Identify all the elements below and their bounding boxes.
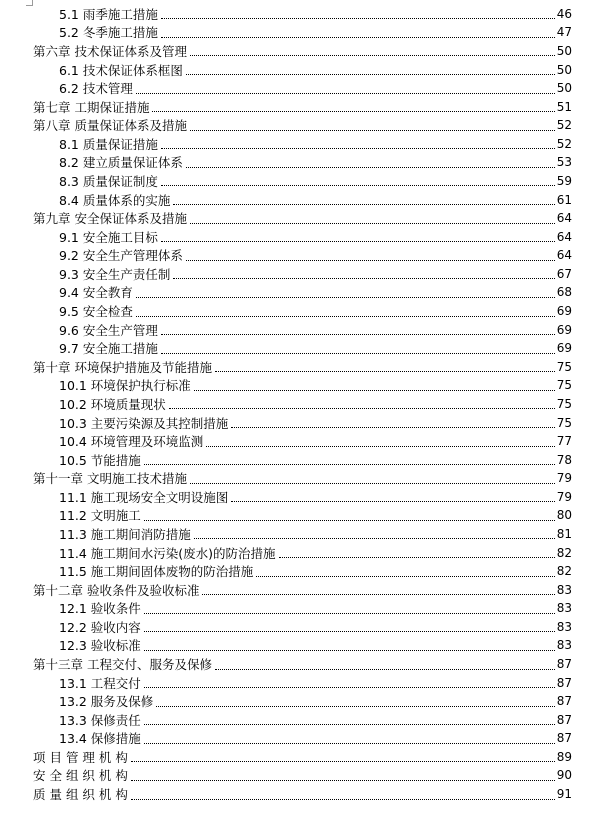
toc-section-entry[interactable]	[0, 674, 598, 693]
toc-chapter-entry[interactable]	[0, 655, 598, 674]
toc-dot-leader	[202, 593, 554, 595]
toc-section-entry[interactable]	[0, 61, 598, 80]
toc-entry-page-number: 47	[556, 25, 572, 40]
toc-section-entry[interactable]	[0, 228, 598, 247]
toc-section-entry[interactable]	[0, 692, 598, 711]
toc-entry-page-number: 67	[556, 266, 572, 281]
toc-entry-title: 9.6 安全生产管理	[59, 322, 158, 338]
toc-section-entry[interactable]	[0, 711, 598, 730]
toc-chapter-entry[interactable]	[0, 469, 598, 488]
toc-dot-leader	[144, 612, 555, 614]
toc-dot-leader	[215, 668, 555, 670]
toc-entry-page-number: 78	[556, 452, 572, 467]
toc-chapter-entry[interactable]	[0, 785, 598, 804]
toc-dot-leader	[161, 184, 555, 186]
toc-dot-leader	[144, 723, 555, 725]
toc-dot-leader	[194, 537, 555, 539]
toc-dot-leader	[131, 798, 555, 800]
toc-dot-leader	[161, 17, 555, 19]
toc-entry-page-number: 64	[556, 211, 572, 226]
toc-entry-title: 11.5 施工期间固体废物的防治措施	[59, 564, 254, 580]
toc-entry-title: 9.3 安全生产责任制	[59, 266, 171, 282]
toc-entry-page-number: 50	[556, 62, 572, 77]
toc-dot-leader	[190, 222, 555, 224]
toc-section-entry[interactable]	[0, 265, 598, 284]
toc-entry-title: 9.5 安全检查	[59, 304, 133, 320]
toc-entry-page-number: 89	[556, 749, 572, 764]
toc-entry-title: 第十一章 文明施工技术措施	[33, 471, 187, 487]
toc-section-entry[interactable]	[0, 321, 598, 340]
toc-dot-leader	[206, 445, 554, 447]
toc-entry-title: 11.4 施工期间水污染(废水)的防治措施	[59, 545, 276, 561]
toc-section-entry[interactable]	[0, 377, 598, 396]
toc-entry-title: 13.1 工程交付	[59, 675, 141, 691]
toc-entry-title: 10.4 环境管理及环境监测	[59, 434, 204, 450]
toc-entry-title: 第十二章 验收条件及验收标准	[33, 582, 200, 598]
table-of-contents	[0, 5, 598, 804]
toc-entry-page-number: 79	[556, 489, 572, 504]
toc-section-entry[interactable]	[0, 24, 598, 43]
toc-chapter-entry[interactable]	[0, 42, 598, 61]
toc-section-entry[interactable]	[0, 618, 598, 637]
toc-entry-page-number: 50	[556, 43, 572, 58]
toc-entry-title: 10.5 节能措施	[59, 452, 141, 468]
toc-section-entry[interactable]	[0, 488, 598, 507]
toc-dot-leader	[190, 482, 555, 484]
toc-dot-leader	[144, 686, 555, 688]
toc-dot-leader	[279, 556, 555, 558]
toc-entry-page-number: 75	[556, 378, 572, 393]
toc-entry-page-number: 53	[556, 155, 572, 170]
toc-entry-page-number: 87	[556, 675, 572, 690]
toc-entry-title: 安 全 组 织 机 构	[33, 768, 128, 784]
toc-chapter-entry[interactable]	[0, 581, 598, 600]
toc-dot-leader	[136, 315, 555, 317]
toc-dot-leader	[186, 73, 555, 75]
toc-entry-page-number: 69	[556, 341, 572, 356]
toc-entry-page-number: 61	[556, 192, 572, 207]
toc-entry-title: 12.2 验收内容	[59, 619, 141, 635]
toc-dot-leader	[190, 129, 555, 131]
toc-entry-title: 9.2 安全生产管理体系	[59, 248, 183, 264]
toc-entry-page-number: 81	[556, 526, 572, 541]
toc-entry-page-number: 87	[556, 657, 572, 672]
toc-entry-page-number: 64	[556, 229, 572, 244]
toc-section-entry[interactable]	[0, 284, 598, 303]
toc-entry-page-number: 87	[556, 694, 572, 709]
toc-entry-title: 10.1 环境保护执行标准	[59, 378, 191, 394]
toc-dot-leader	[169, 407, 555, 409]
toc-section-entry[interactable]	[0, 339, 598, 358]
toc-entry-page-number: 64	[556, 248, 572, 263]
toc-dot-leader	[144, 649, 555, 651]
toc-dot-leader	[186, 166, 555, 168]
toc-entry-title: 第六章 技术保证体系及管理	[33, 43, 187, 59]
toc-entry-page-number: 52	[556, 136, 572, 151]
toc-entry-page-number: 75	[556, 359, 572, 374]
toc-entry-title: 13.4 保修措施	[59, 731, 141, 747]
toc-section-entry[interactable]	[0, 544, 598, 563]
toc-chapter-entry[interactable]	[0, 209, 598, 228]
toc-entry-title: 9.7 安全施工措施	[59, 341, 158, 357]
toc-chapter-entry[interactable]	[0, 358, 598, 377]
toc-dot-leader	[161, 36, 555, 38]
toc-entry-page-number: 87	[556, 712, 572, 727]
toc-entry-title: 6.1 技术保证体系框图	[59, 62, 183, 78]
toc-dot-leader	[136, 296, 555, 298]
toc-dot-leader	[152, 110, 554, 112]
toc-entry-title: 8.4 质量体系的实施	[59, 192, 171, 208]
toc-chapter-entry[interactable]	[0, 116, 598, 135]
toc-dot-leader	[231, 426, 554, 428]
toc-section-entry[interactable]	[0, 247, 598, 266]
toc-entry-page-number: 90	[556, 768, 572, 783]
toc-chapter-entry[interactable]	[0, 98, 598, 117]
toc-dot-leader	[215, 370, 555, 372]
toc-entry-title: 第七章 工期保证措施	[33, 99, 150, 115]
toc-entry-title: 质 量 组 织 机 构	[33, 787, 128, 803]
toc-entry-page-number: 79	[556, 471, 572, 486]
toc-section-entry[interactable]	[0, 432, 598, 451]
toc-dot-leader	[256, 575, 554, 577]
toc-entry-page-number: 83	[556, 619, 572, 634]
toc-dot-leader	[156, 705, 554, 707]
toc-entry-page-number: 87	[556, 731, 572, 746]
toc-section-entry[interactable]	[0, 451, 598, 470]
toc-entry-page-number: 75	[556, 396, 572, 411]
toc-entry-page-number: 77	[556, 434, 572, 449]
toc-section-entry[interactable]	[0, 600, 598, 619]
toc-section-entry[interactable]	[0, 414, 598, 433]
toc-entry-title: 11.1 施工现场安全文明设施图	[59, 489, 229, 505]
toc-entry-title: 10.3 主要污染源及其控制措施	[59, 415, 229, 431]
toc-dot-leader	[161, 333, 555, 335]
toc-entry-title: 8.3 质量保证制度	[59, 173, 158, 189]
toc-section-entry[interactable]	[0, 79, 598, 98]
toc-entry-page-number: 69	[556, 304, 572, 319]
toc-dot-leader	[144, 519, 555, 521]
toc-section-entry[interactable]	[0, 5, 598, 24]
toc-dot-leader	[173, 277, 554, 279]
toc-section-entry[interactable]	[0, 637, 598, 656]
toc-entry-page-number: 59	[556, 173, 572, 188]
toc-entry-title: 10.2 环境质量现状	[59, 396, 166, 412]
toc-dot-leader	[190, 54, 555, 56]
toc-entry-title: 第十三章 工程交付、服务及保修	[33, 657, 212, 673]
toc-entry-page-number: 80	[556, 508, 572, 523]
toc-entry-title: 13.3 保修责任	[59, 712, 141, 728]
toc-section-entry[interactable]	[0, 507, 598, 526]
toc-entry-title: 5.1 雨季施工措施	[59, 6, 158, 22]
toc-chapter-entry[interactable]	[0, 748, 598, 767]
toc-entry-title: 8.2 建立质量保证体系	[59, 155, 183, 171]
toc-entry-page-number: 82	[556, 564, 572, 579]
toc-entry-page-number: 51	[556, 99, 572, 114]
toc-dot-leader	[131, 760, 555, 762]
toc-dot-leader	[194, 389, 555, 391]
toc-entry-title: 5.2 冬季施工措施	[59, 25, 158, 41]
toc-chapter-entry[interactable]	[0, 767, 598, 786]
toc-section-entry[interactable]	[0, 525, 598, 544]
toc-dot-leader	[136, 92, 555, 94]
toc-entry-title: 9.4 安全教育	[59, 285, 133, 301]
toc-entry-page-number: 83	[556, 601, 572, 616]
toc-section-entry[interactable]	[0, 395, 598, 414]
toc-section-entry[interactable]	[0, 191, 598, 210]
toc-dot-leader	[161, 352, 555, 354]
toc-entry-page-number: 91	[556, 787, 572, 802]
toc-section-entry[interactable]	[0, 172, 598, 191]
toc-dot-leader	[173, 203, 554, 205]
toc-section-entry[interactable]	[0, 135, 598, 154]
toc-entry-title: 第九章 安全保证体系及措施	[33, 211, 187, 227]
toc-entry-page-number: 68	[556, 285, 572, 300]
toc-entry-page-number: 83	[556, 582, 572, 597]
toc-entry-page-number: 75	[556, 415, 572, 430]
toc-entry-title: 12.3 验收标准	[59, 638, 141, 654]
toc-entry-page-number: 82	[556, 545, 572, 560]
toc-entry-title: 8.1 质量保证措施	[59, 136, 158, 152]
toc-dot-leader	[161, 240, 555, 242]
toc-dot-leader	[131, 779, 555, 781]
toc-entry-title: 9.1 安全施工目标	[59, 229, 158, 245]
toc-entry-title: 第八章 质量保证体系及措施	[33, 118, 187, 134]
toc-section-entry[interactable]	[0, 730, 598, 749]
toc-dot-leader	[231, 500, 554, 502]
toc-entry-title: 6.2 技术管理	[59, 81, 133, 97]
toc-dot-leader	[161, 147, 555, 149]
toc-entry-page-number: 52	[556, 118, 572, 133]
toc-dot-leader	[144, 742, 555, 744]
toc-entry-page-number: 69	[556, 322, 572, 337]
toc-entry-title: 第十章 环境保护措施及节能措施	[33, 359, 212, 375]
toc-entry-title: 13.2 服务及保修	[59, 694, 154, 710]
toc-dot-leader	[144, 463, 555, 465]
toc-entry-page-number: 46	[556, 6, 572, 21]
toc-entry-title: 12.1 验收条件	[59, 601, 141, 617]
toc-entry-title: 项 目 管 理 机 构	[33, 749, 128, 765]
toc-entry-title: 11.3 施工期间消防措施	[59, 526, 191, 542]
toc-entry-page-number: 83	[556, 638, 572, 653]
toc-section-entry[interactable]	[0, 562, 598, 581]
toc-section-entry[interactable]	[0, 154, 598, 173]
toc-dot-leader	[144, 630, 555, 632]
toc-dot-leader	[186, 259, 555, 261]
toc-section-entry[interactable]	[0, 302, 598, 321]
toc-entry-page-number: 50	[556, 81, 572, 96]
toc-entry-title: 11.2 文明施工	[59, 508, 141, 524]
